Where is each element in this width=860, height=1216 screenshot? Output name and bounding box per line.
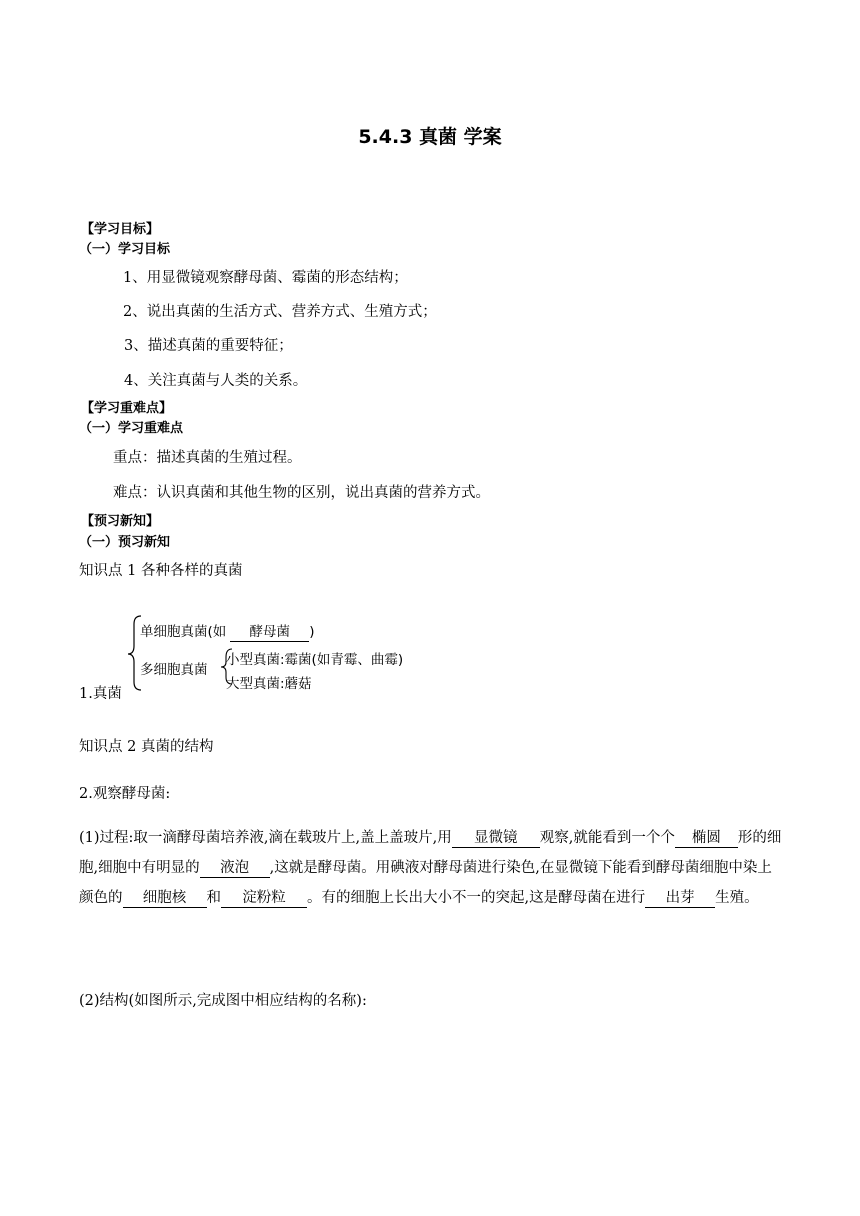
unicellular-label: 单细胞真菌(如 bbox=[140, 624, 227, 640]
key-points-subheader: （一）学习重难点 bbox=[79, 421, 184, 436]
answer-blank: 出芽 bbox=[645, 889, 715, 908]
goal-item: 2、说出真菌的生活方式、营养方式、生殖方式； bbox=[123, 304, 437, 320]
goal-item: 1、用显微镜观察酵母菌、霉菌的形态结构； bbox=[123, 270, 408, 286]
key-point: 重点：描述真菌的生殖过程。 bbox=[113, 450, 302, 466]
answer-blank: 酵母菌 bbox=[230, 623, 309, 642]
answer-blank: 细胞核 bbox=[123, 889, 207, 908]
difficult-point: 难点：认识真菌和其他生物的区别，说出真菌的营养方式。 bbox=[113, 485, 490, 501]
large-fungi: 大型真菌:蘑菇 bbox=[226, 676, 312, 692]
question-2: 2.观察酵母菌: bbox=[79, 786, 171, 802]
goals-header: 【学习目标】 bbox=[81, 222, 160, 237]
multicellular-fungi: 多细胞真菌 bbox=[140, 662, 208, 678]
answer-blank: 显微镜 bbox=[452, 829, 540, 848]
small-fungi: 小型真菌:霉菌(如青霉、曲霉) bbox=[226, 652, 404, 668]
answer-blank: 椭圆 bbox=[675, 829, 738, 848]
unicellular-fungi bbox=[140, 620, 315, 642]
structure-question: (2)结构(如图所示,完成图中相应结构的名称): bbox=[79, 993, 367, 1009]
key-points-header: 【学习重难点】 bbox=[81, 401, 173, 416]
page-title: 5.4.3 真菌 学案 bbox=[358, 126, 502, 148]
unicellular-suffix: ) bbox=[309, 624, 315, 640]
goals-subheader: （一）学习目标 bbox=[79, 242, 171, 257]
knowledge-point-2-title: 知识点 2 真菌的结构 bbox=[79, 739, 214, 755]
answer-blank: 淀粉粒 bbox=[221, 889, 307, 908]
preview-subheader: （一）预习新知 bbox=[79, 535, 171, 550]
fungi-root-label: 1.真菌 bbox=[79, 686, 122, 702]
goal-item: 3、描述真菌的重要特征； bbox=[124, 338, 293, 354]
preview-header: 【预习新知】 bbox=[81, 514, 160, 529]
knowledge-point-1-title: 知识点 1 各种各样的真菌 bbox=[79, 563, 243, 579]
answer-blank: 液泡 bbox=[200, 859, 270, 878]
goal-item: 4、关注真菌与人类的关系。 bbox=[124, 373, 308, 389]
process-paragraph: (1)过程:取一滴酵母菌培养液,滴在载玻片上,盖上盖玻片,用 显微镜 观察,就能看到一个个 椭圆 形的细胞,细胞中有明显的 液泡 ,这就是酵母菌。用碘液对酵母菌进行染色,在显微镜下能看到酵母菌细胞中染上颜色的 细胞核 和 淀粉粒 。有的细胞上长出大小不一的突起,这是酵母菌在进行 出芽 生殖。 bbox=[79, 830, 782, 906]
